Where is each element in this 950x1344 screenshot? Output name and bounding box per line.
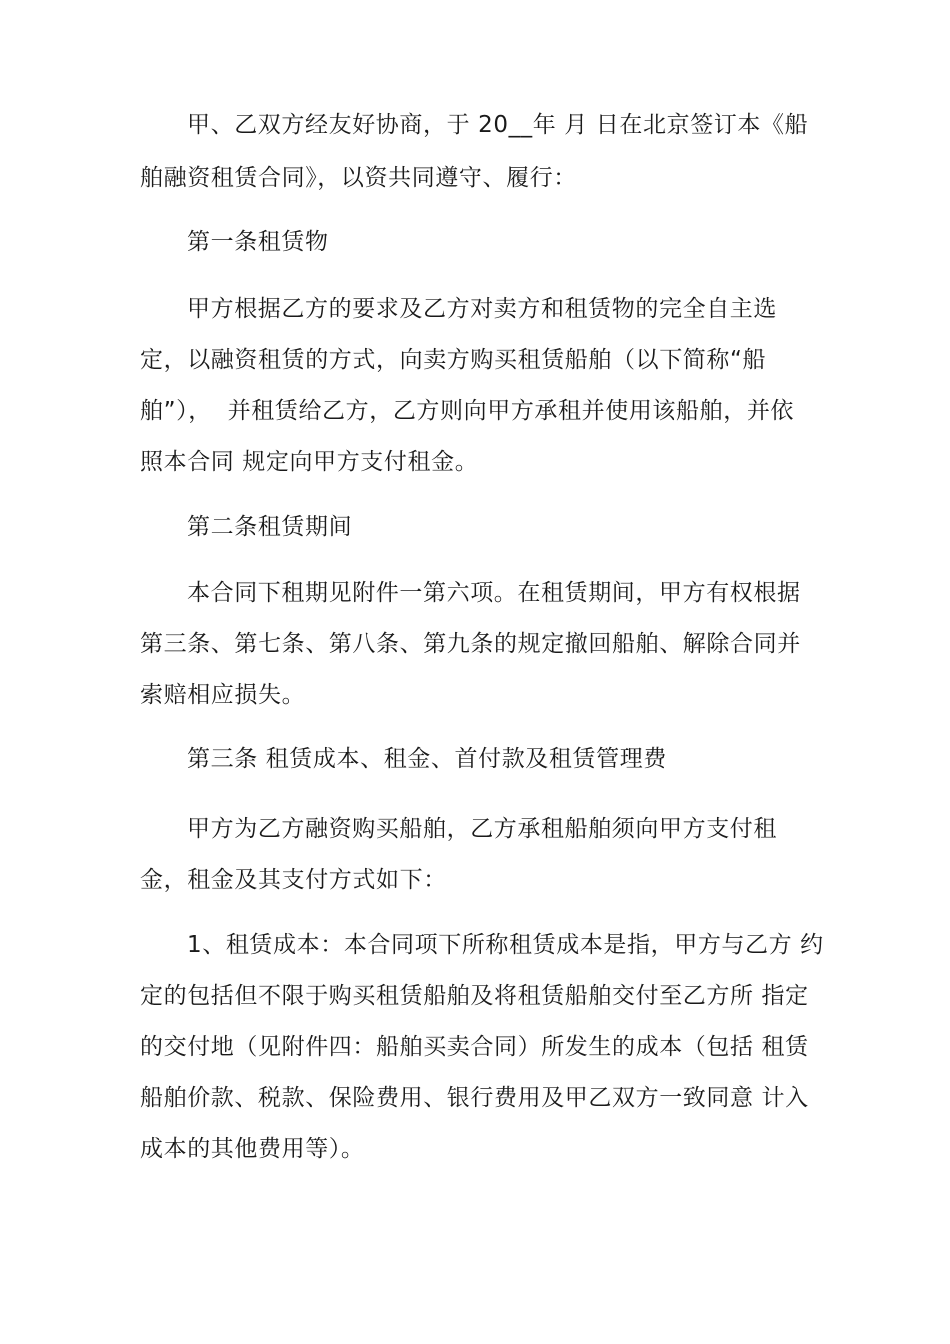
paragraph-line: 船舶价款、税款、保险费用、银行费用及甲乙双方一致同意 计入: [140, 1085, 809, 1111]
paragraph-line: 第三条、第七条、第八条、第九条的规定撤回船舶、解除合同并: [140, 631, 801, 657]
paragraph-line: 甲方为乙方融资购买船舶，乙方承租船舶须向甲方支付租: [187, 816, 777, 842]
paragraph-line: 舶”）， 并租赁给乙方，乙方则向甲方承租并使用该船舶，并依: [140, 398, 795, 424]
paragraph-line: 1、租赁成本：本合同项下所称租赁成本是指，甲方与乙方 约: [187, 932, 824, 958]
section-heading: 第三条 租赁成本、租金、首付款及租赁管理费: [187, 746, 667, 772]
paragraph-line: 索赔相应损失。: [140, 682, 306, 708]
paragraph-line: 定的包括但不限于购买租赁船舶及将租赁船舶交付至乙方所 指定: [140, 983, 809, 1009]
paragraph-line: 甲方根据乙方的要求及乙方对卖方和租赁物的完全自主选: [187, 296, 777, 322]
paragraph-line: 本合同下租期见附件一第六项。在租赁期间，甲方有权根据: [187, 580, 801, 606]
paragraph-line: 金，租金及其支付方式如下：: [140, 867, 447, 893]
section-heading: 第一条租赁物: [187, 229, 329, 255]
paragraph-line: 舶融资租赁合同》，以资共同遵守、履行：: [140, 165, 577, 191]
paragraph-line: 成本的其他费用等）。: [140, 1136, 365, 1162]
paragraph-line: 照本合同 规定向甲方支付租金。: [140, 449, 479, 475]
section-heading: 第二条租赁期间: [187, 514, 353, 540]
paragraph-line: 的交付地（见附件四：船舶买卖合同）所发生的成本（包括 租赁: [140, 1034, 809, 1060]
paragraph-line: 甲、乙双方经友好协商，于 20__年 月 日在北京签订本《船: [187, 112, 809, 138]
paragraph-line: 定，以融资租赁的方式，向卖方购买租赁船舶（以下简称“船: [140, 347, 767, 373]
